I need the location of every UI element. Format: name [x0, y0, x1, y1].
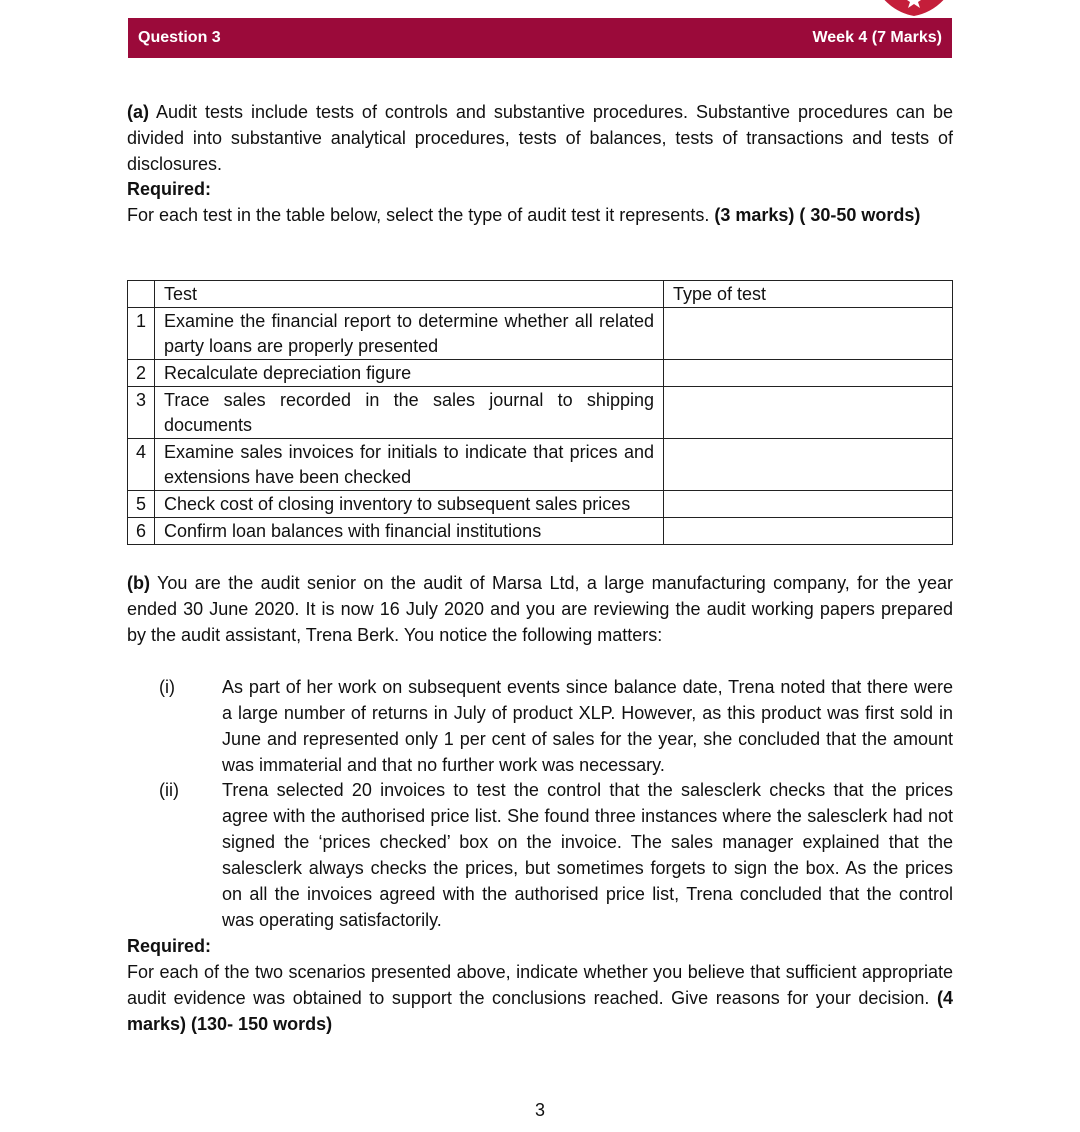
table-row [128, 439, 953, 491]
row-number: 2 [128, 360, 155, 387]
part-b-required [127, 933, 953, 959]
audit-tests-table [127, 280, 953, 545]
table-row [128, 387, 953, 439]
part-a-intro-text: Audit tests include tests of controls and substantive procedures. Substantive procedures can be divided into substantive analytical procedures, tests of balances, tests of transactions and tests of disclosures. [127, 102, 953, 174]
row-test: Confirm loan balances with financial institutions [155, 518, 664, 545]
row-type-of-test [664, 491, 953, 518]
row-test: Trace sales recorded in the sales journal to shipping documents [155, 387, 664, 439]
table-header-test: Test [155, 281, 664, 308]
row-number: 3 [128, 387, 155, 439]
part-b-instruction-text: For each of the two scenarios presented above, indicate whether you believe that sufficient appropriate audit evidence was obtained to support the conclusions reached. Give reasons for your decision. [127, 962, 953, 1008]
table-row [128, 360, 953, 387]
row-test: Examine sales invoices for initials to indicate that prices and extensions have been checked [155, 439, 664, 491]
week-marks-label: Week 4 (7 Marks) [812, 29, 942, 46]
row-type-of-test [664, 360, 953, 387]
part-b-intro [127, 570, 953, 648]
table-row [128, 308, 953, 360]
table-header-type: Type of test [664, 281, 953, 308]
row-number: 6 [128, 518, 155, 545]
row-number: 1 [128, 308, 155, 360]
row-test: Check cost of closing inventory to subsequent sales prices [155, 491, 664, 518]
table-header-row [128, 281, 953, 308]
scenario-item [127, 674, 953, 778]
part-b-required-label: Required: [127, 936, 212, 956]
row-test: Examine the financial report to determine whether all related party loans are properly presented [155, 308, 664, 360]
page-number: 3 [534, 1100, 545, 1120]
part-a-label: (a) [127, 102, 149, 122]
scenario-text: As part of her work on subsequent events since balance date, Trena noted that there were a large number of returns in July of product XLP. However, as this product was first sold in June and represented only 1 per cent of sales for the year, she concluded that the amount was immaterial and that no further work was necessary. [222, 677, 953, 775]
part-a-intro [127, 99, 953, 177]
row-type-of-test [664, 308, 953, 360]
row-type-of-test [664, 439, 953, 491]
part-a-marks: (3 marks) ( 30-50 words) [714, 205, 921, 225]
table-row [128, 518, 953, 545]
row-type-of-test [664, 518, 953, 545]
part-b-label: (b) [127, 573, 150, 593]
scenario-label: (ii) [159, 780, 179, 800]
part-b-intro-text: You are the audit senior on the audit of Marsa Ltd, a large manufacturing company, for the year ended 30 June 2020. It is now 16 July 2020 and you are reviewing the audit working papers prepared by the audit assistant, Trena Berk. You notice the following matters: [127, 573, 953, 645]
scenario-label: (i) [159, 677, 175, 697]
part-a-instruction [127, 202, 953, 228]
row-number: 5 [128, 491, 155, 518]
scenario-text: Trena selected 20 invoices to test the control that the salesclerk checks that the prices agree with the authorised price list. She found three instances where the salesclerk had not signed the ‘prices checked’ box on the invoice. The sales manager explained that the salesclerk always checks the prices, but sometimes forgets to sign the box. As the prices on all the invoices agreed with the authorised price list, Trena concluded that the control was operating satisfactorily. [222, 780, 953, 930]
part-b-instruction [127, 959, 953, 1037]
part-a-required-label: Required: [127, 179, 212, 199]
table-header-num-cell [128, 281, 155, 308]
part-a-required [127, 176, 953, 202]
question-header-bar [128, 18, 952, 58]
scenario-item [127, 777, 953, 933]
row-test: Recalculate depreciation figure [155, 360, 664, 387]
part-b-marks: (4 marks) (130- 150 words) [127, 988, 953, 1034]
question-number: Question 3 [138, 29, 221, 46]
table-row [128, 491, 953, 518]
part-a-instruction-text: For each test in the table below, select the type of audit test it represents. [127, 205, 715, 225]
row-type-of-test [664, 387, 953, 439]
university-crest-logo [876, 0, 952, 16]
row-number: 4 [128, 439, 155, 491]
